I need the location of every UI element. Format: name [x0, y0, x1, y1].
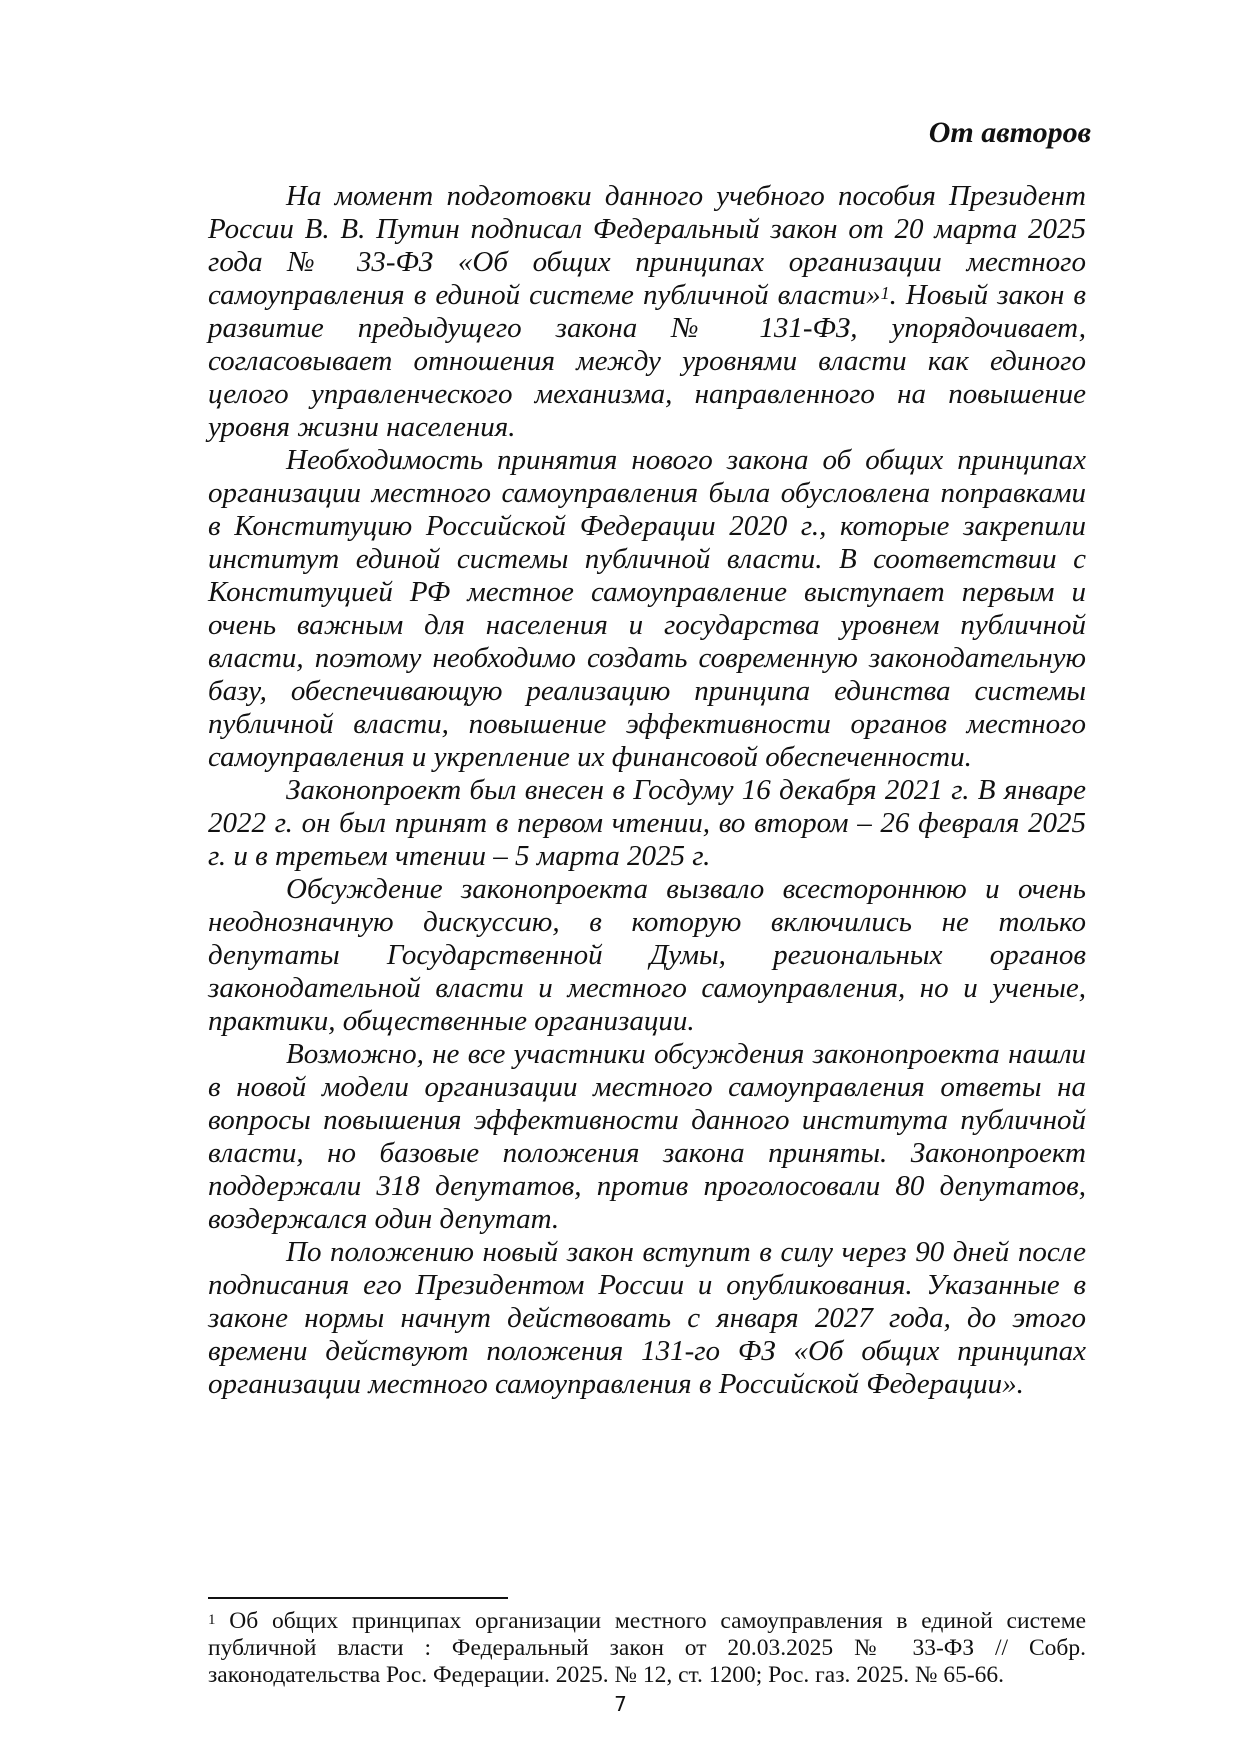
- paragraph-5: Возможно, не все участники обсуждения законопроекта нашли в новой модели организации местного самоуправления ответы на вопросы повышения эффективности данного института публичной власти, но базовые положения закона приняты. Законопроект поддержали 318 депутатов, против проголосовали 80 депутатов, воздержался один депутат.: [208, 1038, 1086, 1235]
- footnote: [208, 1608, 1086, 1689]
- paragraph-1-continuation: . Новый закон в развитие предыдущего закона № 131-ФЗ, упорядочивает, согласовывает отношения между уровнями власти как единого целого управленческого механизма, направленного на повышение уровня жизни населения.: [208, 279, 1087, 443]
- footnote-reference[interactable]: 1: [880, 283, 890, 303]
- footnote-mark: 1: [208, 1612, 216, 1628]
- paragraph-1-text: На момент подготовки данного учебного пособия Президент России В. В. Путин подписал Федеральный закон от 20 марта 2025 года № 33-ФЗ «Об общих принципах организации местного самоуправления в единой системе публичной власти»: [208, 180, 1086, 311]
- paragraph-3: Законопроект был внесен в Госдуму 16 декабря 2021 г. В январе 2022 г. он был принят в первом чтении, во втором – 26 февраля 2025 г. и в третьем чтении – 5 марта 2025 г.: [208, 774, 1086, 872]
- footnote-separator: [208, 1597, 508, 1599]
- page-number: 7: [614, 1692, 627, 1716]
- footnote-text: Об общих принципах организации местного самоуправления в единой системе публичной власти : Федеральный закон от 20.03.2025 № 33-ФЗ // Собр. законодательства Рос. Федерации. 2025. № 12, ст. 1200; Рос. газ. 2025. № 65-66.: [208, 1608, 1086, 1688]
- paragraph-1: [208, 180, 1086, 444]
- section-heading: От авторов: [928, 116, 1091, 149]
- paragraph-6: По положению новый закон вступит в силу через 90 дней после подписания его Президентом России и опубликования. Указанные в законе нормы начнут действовать с января 2027 года, до этого времени действуют положения 131-го ФЗ «Об общих принципах организации местного самоуправления в Российской Федерации».: [208, 1236, 1086, 1400]
- paragraph-4: Обсуждение законопроекта вызвало всестороннюю и очень неоднозначную дискуссию, в которую включились не только депутаты Государственной Думы, региональных органов законодательной власти и местного самоуправления, но и ученые, практики, общественные организации.: [208, 873, 1086, 1037]
- paragraph-2: Необходимость принятия нового закона об общих принципах организации местного самоуправления была обусловлена поправками в Конституцию Российской Федерации 2020 г., которые закрепили институт единой системы публичной власти. В соответствии с Конституцией РФ местное самоуправление выступает первым и очень важным для населения и государства уровнем публичной власти, поэтому необходимо создать современную законодательную базу, обеспечивающую реализацию принципа единства системы публичной власти, повышение эффективности органов местного самоуправления и укрепление их финансовой обеспеченности.: [208, 444, 1086, 773]
- body-text: [208, 180, 1086, 1401]
